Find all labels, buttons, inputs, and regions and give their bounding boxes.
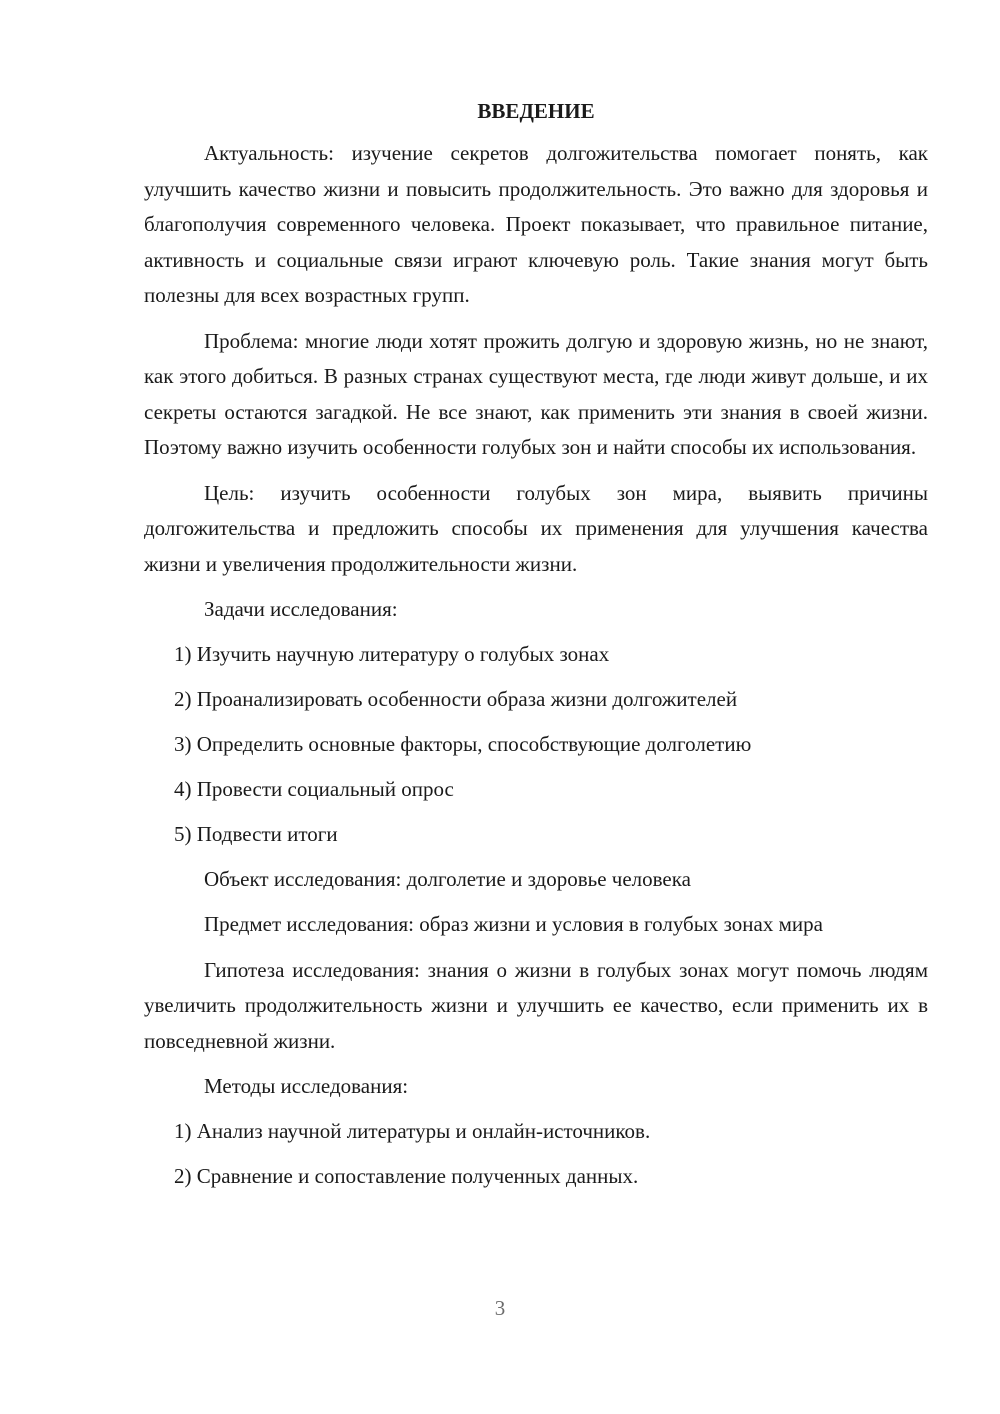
relevance-paragraph: Актуальность: изучение секретов долгожительства помогает понять, как улучшить качество жизни и повысить продолжительность. Это важно для здоровья и благополучия современного человека. Проект показывает, что правильное питание, активность и социальные связи играют ключевую роль. Такие знания могут быть полезны для всех возрастных групп. bbox=[144, 141, 928, 307]
document-page bbox=[144, 92, 928, 1204]
hypothesis-paragraph: Гипотеза исследования: знания о жизни в голубых зонах могут помочь людям увеличить продолжительность жизни и улучшить ее качество, если применить их в повседневной жизни. bbox=[144, 957, 928, 1053]
section-title: ВВЕДЕНИЕ bbox=[477, 99, 595, 123]
method-item-1: 1) Анализ научной литературы и онлайн-источников. bbox=[174, 1118, 651, 1143]
task-item-3: 3) Определить основные факторы, способствующие долголетию bbox=[174, 731, 752, 756]
tasks-label: Задачи исследования: bbox=[204, 597, 398, 621]
task-item-5: 5) Подвести итоги bbox=[174, 821, 338, 846]
page-number: 3 bbox=[494, 1296, 506, 1320]
methods-label: Методы исследования: bbox=[204, 1074, 409, 1098]
goal-paragraph: Цель: изучить особенности голубых зон мира, выявить причины долгожительства и предложить способы их применения для улучшения качества жизни и увеличения продолжительности жизни. bbox=[144, 480, 928, 576]
tasks-list bbox=[144, 637, 928, 853]
task-item-2: 2) Проанализировать особенности образа жизни долгожителей bbox=[174, 686, 738, 711]
problem-paragraph: Проблема: многие люди хотят прожить долгую и здоровую жизнь, но не знают, как этого добиться. В разных странах существуют места, где люди живут дольше, и их секреты остаются загадкой. Не все знают, как применить эти знания в своей жизни. Поэтому важно изучить особенности голубых зон и найти способы их использования. bbox=[144, 328, 928, 459]
task-item-1: 1) Изучить научную литературу о голубых зонах bbox=[174, 641, 610, 666]
object-paragraph: Объект исследования: долголетие и здоровье человека bbox=[204, 866, 691, 891]
method-item-2: 2) Сравнение и сопоставление полученных данных. bbox=[174, 1163, 639, 1188]
methods-list bbox=[144, 1114, 928, 1195]
subject-paragraph: Предмет исследования: образ жизни и условия в голубых зонах мира bbox=[204, 912, 823, 936]
task-item-4: 4) Провести социальный опрос bbox=[174, 776, 454, 801]
